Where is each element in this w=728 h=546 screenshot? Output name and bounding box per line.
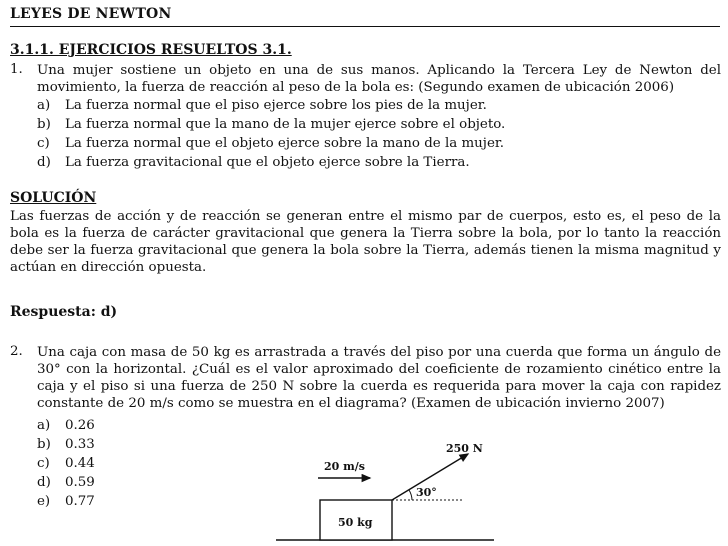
- option-text: La fuerza gravitacional que el objeto ejerce sobre la Tierra.: [65, 155, 470, 170]
- question-2-option-c: [37, 455, 95, 472]
- force-label: 250 N: [446, 442, 483, 455]
- option-letter: c): [37, 456, 50, 471]
- question-2-text: Una caja con masa de 50 kg es arrastrada a través del piso por una cuerda que forma un ángulo de 30° con la horizontal. ¿Cuál es el valor aproximado del coeficiente de rozamiento cinético entre la caja y el piso si una fuerza de 250 N sobre la cuerda es requerida para mover la caja con rapidez constante de 20 m/s como se muestra en el diagrama? (Examen de ubicación invierno 2007): [37, 345, 721, 411]
- question-2-option-d: [37, 474, 95, 491]
- question-2-option-a: [37, 417, 95, 434]
- box-mass-label: 50 kg: [338, 516, 373, 529]
- option-letter: b): [37, 117, 51, 132]
- document-header: LEYES DE NEWTON: [10, 6, 720, 27]
- question-2-option-b: [37, 436, 95, 453]
- solution-title: SOLUCIÓN: [10, 190, 97, 206]
- option-text: La fuerza normal que el objeto ejerce sobre la mano de la mujer.: [65, 136, 505, 151]
- question-1-option-a: [37, 97, 487, 114]
- option-letter: a): [37, 98, 51, 113]
- option-text: La fuerza normal que la mano de la mujer ejerce sobre el objeto.: [65, 117, 506, 132]
- velocity-label: 20 m/s: [324, 460, 365, 473]
- question-1-text: Una mujer sostiene un objeto en una de sus manos. Aplicando la Tercera Ley de Newton del movimiento, la fuerza de reacción al peso de la bola es: (Segundo examen de ubicación 2006): [37, 63, 721, 95]
- question-1-option-c: [37, 135, 504, 152]
- option-letter: d): [37, 155, 51, 170]
- option-letter: b): [37, 437, 51, 452]
- question-2-number: 2.: [10, 344, 23, 359]
- question-1-option-b: [37, 116, 505, 133]
- option-text: La fuerza normal que el piso ejerce sobre los pies de la mujer.: [65, 98, 487, 113]
- option-text: 0.44: [65, 456, 95, 471]
- option-letter: a): [37, 418, 51, 433]
- question-1-number: 1.: [10, 62, 23, 77]
- section-title: 3.1.1. EJERCICIOS RESUELTOS 3.1.: [10, 42, 292, 58]
- option-letter: e): [37, 494, 51, 509]
- answer-label: Respuesta: d): [10, 304, 118, 320]
- solution-text: Las fuerzas de acción y de reacción se generan entre el mismo par de cuerpos, esto es, el peso de la bola es la fuerza de carácter gravitacional que genera la Tierra sobre la bola, por lo tanto la reacción debe ser la fuerza gravitacional que genera la bola sobre la Tierra, además tienen la misma magnitud y actúan en dirección opuesta.: [10, 209, 721, 275]
- angle-arc: [409, 490, 412, 500]
- question-2-option-e: [37, 493, 95, 510]
- force-diagram: [270, 430, 500, 546]
- question-1-option-d: [37, 154, 470, 171]
- option-letter: c): [37, 136, 50, 151]
- option-text: 0.26: [65, 418, 95, 433]
- option-text: 0.59: [65, 475, 95, 490]
- option-letter: d): [37, 475, 51, 490]
- angle-label: 30°: [416, 486, 437, 499]
- option-text: 0.33: [65, 437, 95, 452]
- option-text: 0.77: [65, 494, 95, 509]
